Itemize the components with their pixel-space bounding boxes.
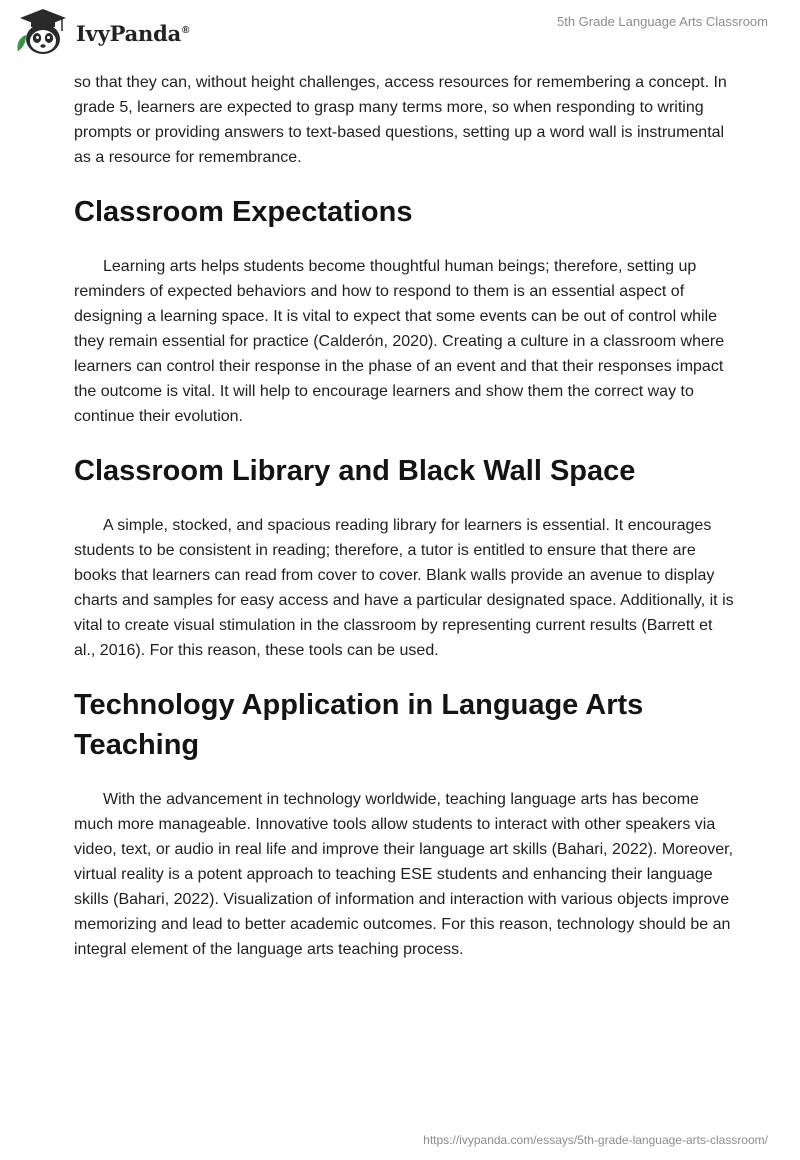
- section-heading-classroom-library: Classroom Library and Black Wall Space: [74, 455, 636, 487]
- essay-content: [74, 70, 734, 962]
- section-paragraph-classroom-library: A simple, stocked, and spacious reading library for learners is essential. It encourages students to be consistent in reading; therefore, a tutor is entitled to ensure that there are books that learners can read from cover to cover. Blank walls provide an avenue to display charts and samples for easy access and have a particular designated space. Additionally, it is vital to create visual stimulation in the classroom by representing current results (Barrett et al., 2016). For this reason, these tools can be used.: [74, 517, 734, 659]
- document-title: 5th Grade Language Arts Classroom: [556, 14, 768, 29]
- page-header: [0, 0, 800, 62]
- panda-graduate-icon: [14, 7, 72, 57]
- logo-wordmark: IvyPanda®: [76, 20, 190, 46]
- section-paragraph-technology-application: With the advancement in technology worldwide, teaching language arts has become much more manageable. Innovative tools allow students to interact with other speakers via video, text, or audio in real life and improve their language art skills (Bahari, 2022). Moreover, virtual reality is a potent approach to teaching ESE students and enhancing their language skills (Bahari, 2022). Visualization of information and interaction with various objects improve memorizing and lead to better academic outcomes. For this reason, technology should be an integral element of the language arts teaching process.: [74, 791, 734, 958]
- section-heading-technology-application: Technology Application in Language Arts Teaching: [74, 689, 644, 761]
- source-url-link[interactable]: https://ivypanda.com/essays/5th-grade-language-arts-classroom/: [423, 1133, 768, 1147]
- ivypanda-logo[interactable]: [14, 7, 189, 57]
- registered-mark: ®: [182, 24, 190, 36]
- intro-paragraph: so that they can, without height challenges, access resources for remembering a concept. In grade 5, learners are expected to grasp many terms more, so when responding to writing prompts or providing answers to text-based questions, setting up a word wall is instrumental as a resource for remembrance.: [74, 74, 727, 166]
- section-paragraph-classroom-expectations: Learning arts helps students become thoughtful human beings; therefore, setting up reminders of expected behaviors and how to respond to them is an essential aspect of designing a learning space. It is vital to expect that some events can be out of control while they remain essential for practice (Calderón, 2020). Creating a culture in a classroom where learners can control their response in the phase of an event and that their responses impact the outcome is vital. It will help to encourage learners and show them the correct way to continue their evolution.: [74, 258, 725, 425]
- section-heading-classroom-expectations: Classroom Expectations: [74, 196, 413, 228]
